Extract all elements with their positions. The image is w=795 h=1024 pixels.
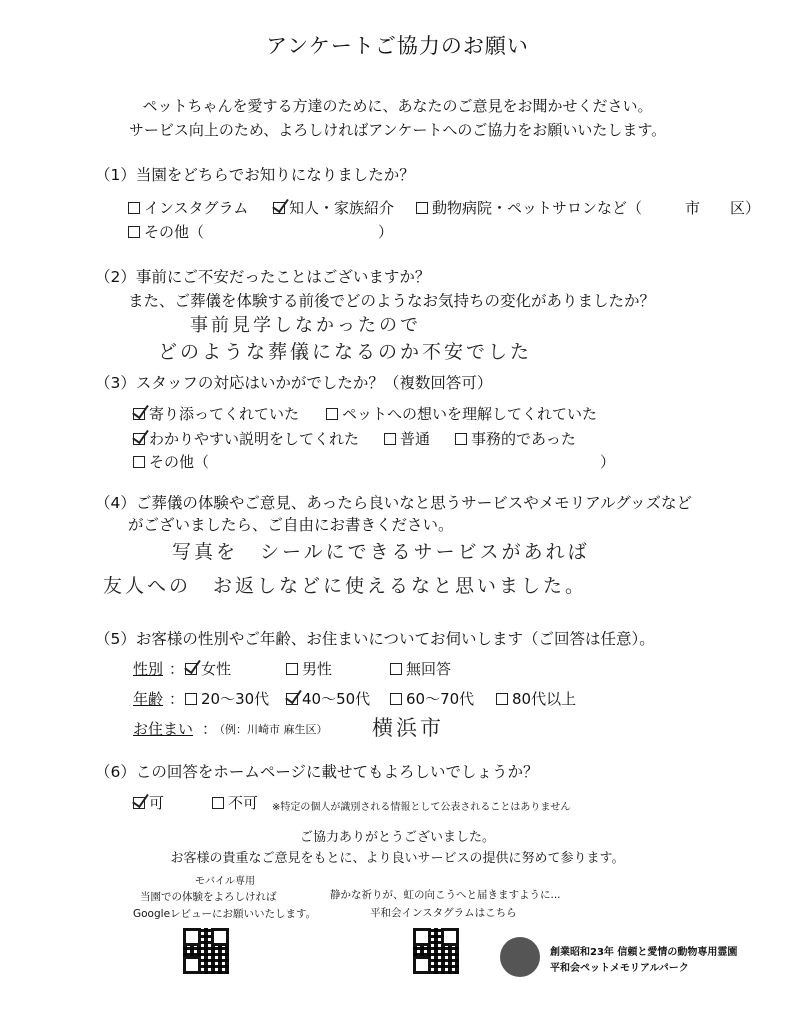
q1-option-other[interactable] [128, 221, 204, 242]
page-title: アンケートご協力のお願い [266, 34, 529, 58]
q2-handwritten-answer-1: 事前見学しなかったので [190, 315, 421, 336]
q6-option-no[interactable] [212, 792, 258, 813]
q1-option-vet[interactable] [416, 197, 642, 218]
option-label: インスタグラム [144, 199, 249, 217]
intro-line-1: ペットちゃんを愛する方達のために、あなたのご意見をお聞かせください。 [142, 97, 653, 115]
residence-example: （例：川崎市 麻生区） [214, 723, 328, 736]
google-review-qr-code[interactable] [183, 928, 229, 974]
insta-line-1: 静かな祈りが、虹の向こうへと届きますように... [330, 889, 561, 901]
insta-line-2: 平和会インスタグラムはこちら [370, 907, 517, 919]
q1-option-instagram[interactable] [128, 197, 248, 218]
checkbox[interactable] [455, 433, 467, 445]
company-line-2: 平和会ペットメモリアルパーク [550, 963, 689, 974]
residence-label: お住まい [133, 720, 194, 738]
company-line-1: 創業昭和23年 信頼と愛情の動物専用霊園 [550, 947, 738, 958]
q6-note: ※特定の個人が識別される情報として公表されることはありません [272, 802, 571, 813]
gender-option-female[interactable] [185, 658, 231, 679]
option-label: 女性 [201, 660, 232, 678]
q4-handwritten-answer-2: 友人への お返しなどに使えるなと思いました。 [103, 575, 588, 597]
option-label: ペットへの想いを理解してくれていた [342, 405, 598, 423]
thanks-line-1: ご協力ありがとうございました。 [299, 830, 495, 845]
checkbox-checked[interactable] [286, 693, 298, 705]
option-label: 60〜70代 [406, 690, 475, 708]
checkbox[interactable] [390, 663, 402, 675]
q3-question: （3）スタッフの対応はいかがでしたか？（複数回答可） [95, 374, 493, 392]
q3-option-understanding[interactable] [326, 403, 597, 424]
option-label: 寄り添ってくれていた [149, 405, 300, 423]
q1-city-label: 市 [685, 199, 701, 217]
option-label: 無回答 [406, 660, 452, 678]
checkbox-checked[interactable] [133, 408, 145, 420]
checkbox[interactable] [128, 202, 140, 214]
q3-option-other[interactable] [133, 451, 209, 472]
q1-other-close: ） [378, 223, 394, 241]
thanks-line-2: お客様の貴重なご意見をもとに、より良いサービスの提供に努めて参ります。 [170, 851, 625, 866]
option-label: 80代以上 [512, 690, 577, 708]
mobile-label: モバイル専用 [195, 876, 255, 887]
q3-option-businesslike[interactable] [455, 428, 576, 449]
review-line-1: 当園での体験をよろしければ [140, 891, 277, 903]
gender-option-no-answer[interactable] [390, 658, 451, 679]
q5-question: （5）お客様の性別やご年齢、お住まいについてお伺いします（ご回答は任意）。 [95, 630, 655, 648]
checkbox-checked[interactable] [133, 797, 145, 809]
q1-question: （1）当園をどちらでお知りになりましたか？ [95, 166, 415, 184]
gender-colon: ： [169, 660, 185, 678]
age-colon: ： [169, 690, 185, 708]
q4-handwritten-answer-1: 写真を シールにできるサービスがあれば [172, 541, 590, 563]
q3-option-normal[interactable] [384, 428, 430, 449]
option-label: 普通 [400, 430, 431, 448]
age-label: 年齢 [133, 690, 164, 708]
option-label: その他（ [144, 223, 205, 241]
option-label: 動物病院・ペットサロンなど（ [432, 199, 643, 217]
q1-ward-label: 区） [730, 199, 761, 217]
checkbox[interactable] [326, 408, 338, 420]
age-option-60-70[interactable] [390, 688, 474, 709]
q3-option-caring[interactable] [133, 403, 299, 424]
gender-option-male[interactable] [286, 658, 332, 679]
option-label: 事務的であった [471, 430, 576, 448]
review-line-2: Googleレビューにお願いいたします。 [133, 908, 317, 920]
q3-option-clear-explanation[interactable] [133, 428, 359, 449]
checkbox[interactable] [390, 693, 402, 705]
checkbox[interactable] [133, 456, 145, 468]
option-label: 男性 [302, 660, 333, 678]
option-label: 不可 [228, 794, 259, 812]
q4-question: （4）ご葬儀の体験やご意見、あったら良いなと思うサービスやメモリアルグッズなど [95, 494, 693, 512]
age-option-40-50[interactable] [286, 688, 370, 709]
option-label: 40〜50代 [302, 690, 371, 708]
checkbox-checked[interactable] [185, 663, 197, 675]
checkbox[interactable] [212, 797, 224, 809]
gender-label: 性別 [133, 660, 164, 678]
checkbox[interactable] [286, 663, 298, 675]
company-logo [500, 937, 540, 977]
age-option-20-30[interactable] [185, 688, 269, 709]
option-label: 可 [149, 794, 165, 812]
checkbox-checked[interactable] [133, 433, 145, 445]
q3-other-close: ） [600, 453, 616, 471]
q4-question-2: がございましたら、ご自由にお書きください。 [128, 516, 454, 534]
option-label: わかりやすい説明をしてくれた [149, 430, 360, 448]
checkbox[interactable] [128, 226, 140, 238]
instagram-qr-code[interactable] [413, 928, 459, 974]
option-label: その他（ [149, 453, 210, 471]
q1-option-referral[interactable] [273, 197, 394, 218]
q6-question: （6）この回答をホームページに載せてもよろしいでしょうか？ [95, 763, 539, 781]
checkbox[interactable] [384, 433, 396, 445]
option-label: 知人・家族紹介 [289, 199, 395, 217]
q2-handwritten-answer-2: どのような葬儀になるのか不安でした [158, 341, 533, 363]
age-option-80-plus[interactable] [496, 688, 576, 709]
checkbox-checked[interactable] [273, 202, 285, 214]
q2-question: （2）事前にご不安だったことはございますか？ [95, 268, 431, 286]
option-label: 20〜30代 [201, 690, 270, 708]
residence-colon: ： [202, 720, 218, 738]
residence-handwritten-answer: 横浜市 [372, 716, 444, 740]
checkbox[interactable] [416, 202, 428, 214]
checkbox[interactable] [496, 693, 508, 705]
checkbox[interactable] [185, 693, 197, 705]
q6-option-yes[interactable] [133, 792, 164, 813]
intro-line-2: サービス向上のため、よろしければアンケートへのご協力をお願いいたします。 [128, 121, 667, 139]
q2-question-2: また、ご葬儀を体験する前後でどのようなお気持ちの変化がありましたか？ [128, 292, 656, 310]
